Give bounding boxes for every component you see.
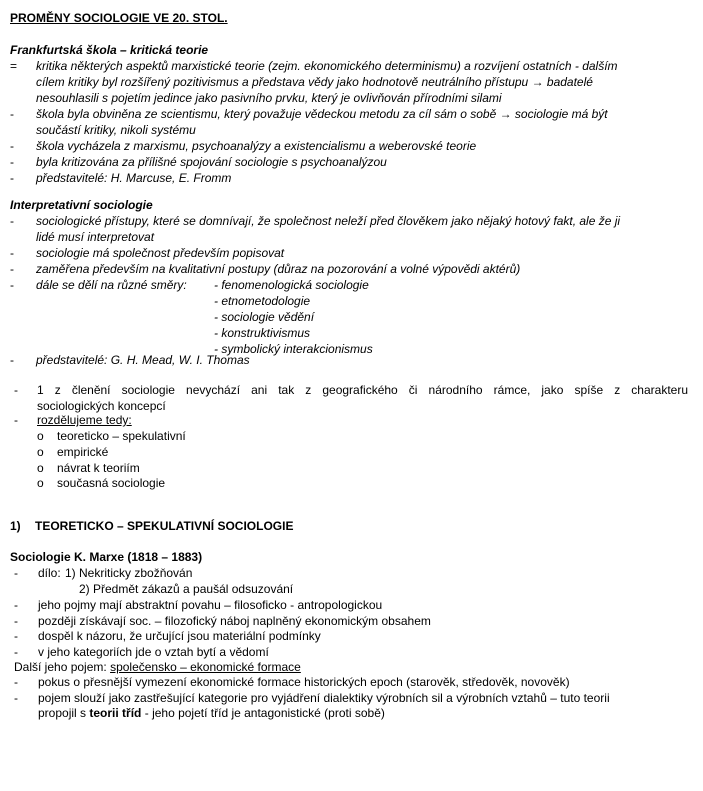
list-item-line: sociologické přístupy, které se domnívají, že společnost neleží před člověkem jako nějaký hotový fakt, ale že ji bbox=[36, 214, 621, 228]
list-item-line: nesouhlasili s pojetím jedince jako pasivního prvku, který je ovlivňován přírodními silami bbox=[36, 91, 502, 105]
bullet: - bbox=[10, 214, 14, 228]
bullet: - bbox=[10, 171, 14, 185]
division-list-item: současná sociologie bbox=[57, 476, 166, 490]
list-item-line: dále se dělí na různé směry: bbox=[36, 278, 187, 292]
bullet: - bbox=[14, 645, 18, 659]
list-item-line: lidé musí interpretovat bbox=[36, 230, 155, 244]
bullet: - bbox=[10, 139, 14, 153]
bullet: - bbox=[10, 262, 14, 276]
bullet: - bbox=[10, 246, 14, 260]
bullet: - bbox=[14, 383, 18, 397]
division-list-item: empirické bbox=[57, 445, 109, 459]
circle-bullet: o bbox=[37, 476, 44, 490]
bullet: - bbox=[14, 614, 18, 628]
division-label: rozdělujeme tedy: bbox=[37, 413, 132, 427]
list-item: pokus o přesnější vymezení ekonomické formace historických epoch (starověk, středověk, novověk) bbox=[38, 675, 570, 689]
list-item-line: představitelé: H. Marcuse, E. Fromm bbox=[36, 171, 232, 185]
bullet: - bbox=[14, 675, 18, 689]
marx-heading: Sociologie K. Marxe (1818 – 1883) bbox=[10, 550, 203, 564]
list-item-line: sociologie má společnost především popisovat bbox=[36, 246, 285, 260]
bullet: - bbox=[10, 155, 14, 169]
interpretative-heading: Interpretativní sociologie bbox=[10, 198, 153, 212]
subdirection-item: - symbolický interakcionismus bbox=[214, 342, 373, 356]
bullet: - bbox=[14, 413, 18, 427]
list-item: jeho pojmy mají abstraktní povahu – filosoficko - antropologickou bbox=[38, 598, 383, 612]
bullet: - bbox=[14, 629, 18, 643]
other-concept-line bbox=[14, 660, 301, 675]
subdirection-item: - sociologie vědění bbox=[214, 310, 315, 324]
list-item-line: škola byla obviněna ze scientismu, který považuje vědeckou metodu za cíl sám o sobě → sociologie má být bbox=[36, 107, 608, 121]
list-item-continuation bbox=[38, 706, 385, 721]
frankfurt-heading: Frankfurtská škola – kritická teorie bbox=[10, 43, 209, 57]
list-item-line: cílem kritiky byl rozšířený pozitivismus a představa vědy jako hodnotově neutrálního přístupu → badatelé bbox=[36, 75, 593, 89]
representatives-line: představitelé: G. H. Mead, W. I. Thomas bbox=[36, 353, 250, 367]
subdirection-item: - konstruktivismus bbox=[214, 326, 311, 340]
subdirection-item: - etnometodologie bbox=[214, 294, 311, 308]
bullet: - bbox=[14, 691, 18, 705]
page-title: PROMĚNY SOCIOLOGIE VE 20. STOL. bbox=[10, 11, 228, 25]
circle-bullet: o bbox=[37, 461, 44, 475]
list-item-line: kritika některých aspektů marxistické teorie (zejm. ekonomického determinismu) a rozvíjení ostatních - dalším bbox=[36, 59, 618, 73]
list-item-line: byla kritizována za přílišné spojování sociologie s psychoanalýzou bbox=[36, 155, 387, 169]
list-item-line: škola vycházela z marxismu, psychoanalýzy a existencialismu a weberovské teorie bbox=[36, 139, 477, 153]
list-item: v jeho kategoriích jde o vztah bytí a vědomí bbox=[38, 645, 269, 659]
list-item: pojem slouží jako zastřešující kategorie pro vyjádření dialektiky výrobních sil a výrobních vztahů – tuto teorii bbox=[38, 691, 610, 705]
bullet: - bbox=[10, 107, 14, 121]
work-item: 2) Předmět zákazů a paušál odsuzování bbox=[79, 582, 294, 596]
division-list-item: návrat k teoriím bbox=[57, 461, 140, 475]
bullet: - bbox=[10, 278, 14, 292]
list-item: později získávají soc. – filozofický náboj naplněný ekonomickým obsahem bbox=[38, 614, 431, 628]
circle-bullet: o bbox=[37, 445, 44, 459]
other-concept-prefix: Další jeho pojem: bbox=[14, 660, 107, 674]
subdirection-item: - fenomenologická sociologie bbox=[214, 278, 369, 292]
text-run: - jeho pojetí tříd je antagonistické (proti sobě) bbox=[144, 706, 385, 720]
other-concept-term: společensko – ekonomické formace bbox=[110, 660, 301, 674]
circle-bullet: o bbox=[37, 429, 44, 443]
class-theory-term: teorii tříd bbox=[89, 706, 142, 720]
division-line-1: 1 z členění sociologie nevychází ani tak z geografického či národního rámce, jako spíše z charakteru bbox=[37, 383, 688, 397]
work-item: 1) Nekriticky zbožňován bbox=[65, 566, 193, 580]
text-run: propojil s bbox=[38, 706, 87, 720]
section-number: 1) bbox=[10, 519, 21, 533]
list-item: dospěl k názoru, že určující jsou materiální podmínky bbox=[38, 629, 321, 643]
bullet: - bbox=[10, 353, 14, 367]
bullet: - bbox=[14, 598, 18, 612]
bullet: = bbox=[10, 59, 18, 73]
list-item-line: zaměřena především na kvalitativní postupy (důraz na pozorování a volné výpovědi aktérů) bbox=[36, 262, 521, 276]
work-label: dílo: bbox=[38, 566, 61, 580]
division-line-2: sociologických koncepcí bbox=[37, 399, 166, 413]
section-heading: TEORETICKO – SPEKULATIVNÍ SOCIOLOGIE bbox=[35, 519, 294, 533]
division-list-item: teoreticko – spekulativní bbox=[57, 429, 186, 443]
bullet: - bbox=[14, 566, 18, 580]
list-item-line: součástí kritiky, nikoli systému bbox=[36, 123, 196, 137]
